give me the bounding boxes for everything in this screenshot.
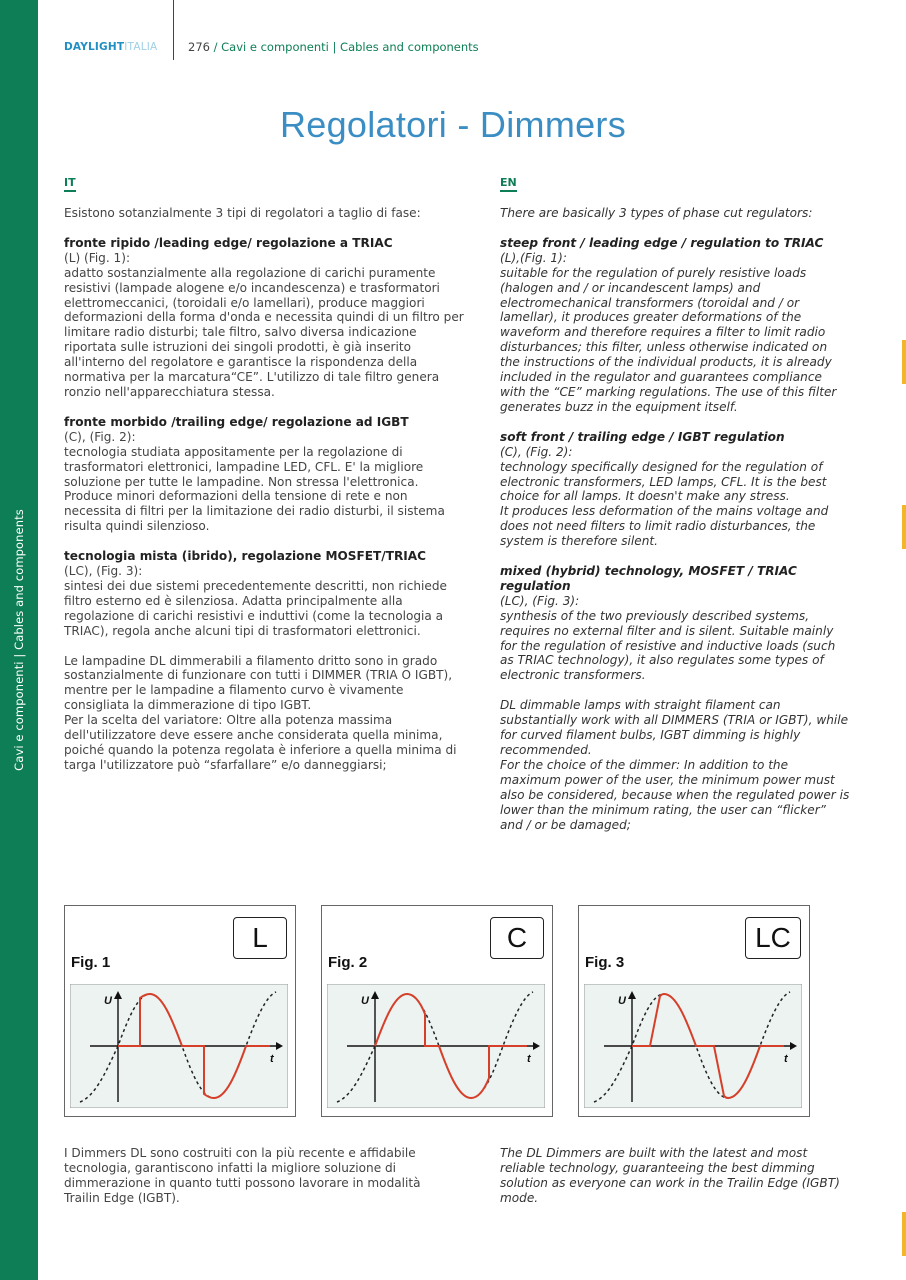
brand-part1: DAYLIGHT: [64, 41, 125, 53]
figure-3: [578, 905, 810, 1117]
section3-body-en: synthesis of the two previously described systems, requires no external filter and is silent. Suitable mainly for the regulation of resistive and inductive loads (such as TRIAC technology), it also regulates some types of electronic transformers.: [500, 608, 836, 683]
section3-heading-en: mixed (hybrid) technology, MOSFET / TRIAC regulation: [500, 564, 797, 593]
section2-body-en: technology specifically designed for the regulation of electronic transformers, LED lamps, CFL. It is the best choice for all lamps. It doesn't make any stress.: [500, 459, 827, 504]
lang-label-en: EN: [500, 177, 517, 192]
lang-label-it: IT: [64, 177, 76, 192]
figure-3-axis-u: U: [618, 995, 626, 1007]
figure-2: [321, 905, 553, 1117]
section3-heading-it: tecnologia mista (ibrido), regolazione MOSFET/TRIAC: [64, 549, 426, 564]
header-info: [188, 40, 479, 54]
section2-body-it: tecnologia studiata appositamente per la regolazione di trasformatori elettronici, lampadine LED, CFL. E' la migliore soluzione per tutte le lampadine. Non stressa l'elettronica. Produce minori deformazioni della tensione di rete e non necessita di filtri per la limitazione dei radio disturbi, il sistema risulta quindi silenzioso.: [64, 444, 445, 534]
english-column: [500, 206, 850, 832]
paragraph4-en: DL dimmable lamps with straight filament can substantially work with all DIMMERS (TRIA or IGBT), while for curved filament bulbs, IGBT dimming is highly recommended.: [500, 698, 849, 757]
section3-ref-en: (LC), (Fig. 3):: [500, 593, 580, 608]
figure-1-waveform: [70, 984, 288, 1108]
figure-3-waveform: [584, 984, 802, 1108]
figure-1-label: Fig. 1: [71, 954, 111, 971]
section3-body-it: sintesi dei due sistemi precedentemente descritti, non richiede filtro esterno ed è silenziosa. Adatta principalmente alla regolazione di carichi resistivi e induttivi (come la tecnologia a TRIAC), regola anche alcuni tipi di trasformatori elettronici.: [64, 578, 447, 638]
intro-it: Esistono sotanzialmente 3 tipi di regolatori a taglio di fase:: [64, 206, 421, 220]
paragraph4-it: Le lampadine DL dimmerabili a filamento dritto sono in grado sostanzialmente di funzionare con tutti i DIMMER (TRIA O IGBT), mentre per le lampadine a filamento curvo è vivamente consigliata la dimmerazione di tipo IGBT.: [64, 653, 453, 713]
section1-ref-it: (L) (Fig. 1):: [64, 250, 131, 265]
brand-logo: [64, 41, 157, 53]
edge-tab-3: [902, 1212, 906, 1256]
header-divider: [173, 0, 174, 60]
figure-1-code-box: L: [233, 917, 287, 959]
figure-1-axis-t: t: [270, 1053, 274, 1065]
section2-ref-it: (C), (Fig. 2):: [64, 429, 136, 444]
figure-3-label: Fig. 3: [585, 954, 625, 971]
section2-heading-it: fronte morbido /trailing edge/ regolazione ad IGBT: [64, 414, 409, 429]
figure-1-axis-u: U: [104, 995, 112, 1007]
sidebar-section-text: Cavi e componenti | Cables and components: [12, 509, 26, 771]
edge-tab-2: [902, 505, 906, 549]
sidebar-band: [0, 0, 38, 1280]
section1-heading-en: steep front / leading edge / regulation to TRIAC: [500, 235, 824, 250]
figure-2-code-box: C: [490, 917, 544, 959]
figure-2-waveform: [327, 984, 545, 1108]
page-number: 276: [188, 40, 210, 54]
brand-part2: ITALIA: [124, 41, 158, 53]
italian-column: [64, 206, 464, 773]
paragraph5-it: Per la scelta del variatore: Oltre alla potenza massima dell'utilizzatore deve essere anche considerata quella minima, poiché quando la potenza regolata è inferiore a quella minima di targa l'utilizzatore può “sfarfallare” e/o danneggiarsi;: [64, 713, 457, 772]
section-name: / Cavi e componenti | Cables and components: [213, 40, 479, 54]
figure-3-axis-t: t: [784, 1053, 788, 1065]
bottom-paragraph-it: I Dimmers DL sono costruiti con la più recente e affidabile tecnologia, garantiscono infatti la migliore soluzione di dimmerazione in quanto tutti possono lavorare in modalità Trailin Edge (IGBT).: [64, 1146, 421, 1205]
section1-body-en: suitable for the regulation of purely resistive loads (halogen and / or incandescent lamps) and electromechanical transformers (toroidal and / or lamellar), it produces greater deformations of the waveform and therefore requires a filter to limit radio disturbances; this filter, unless otherwise indicated on the instructions of the individual products, it is already included in the regulator and guarantees compliance with the “CE” marking regulations. The use of this filter generates buzz in the equipment itself.: [500, 265, 837, 414]
paragraph5-en: For the choice of the dimmer: In addition to the maximum power of the user, the minimum power must also be considered, because when the regulated power is lower than the minimum rating, the user can “flicker” and / or be damaged;: [500, 757, 850, 832]
intro-en: There are basically 3 types of phase cut regulators:: [500, 206, 813, 220]
edge-tab-1: [902, 340, 906, 384]
section2-heading-en: soft front / trailing edge / IGBT regulation: [500, 429, 785, 444]
section1-heading-it: fronte ripido /leading edge/ regolazione a TRIAC: [64, 235, 393, 250]
section3-ref-it: (LC), (Fig. 3):: [64, 564, 143, 579]
page-title: Regolatori - Dimmers: [279, 104, 627, 145]
section1-ref-en: (L),(Fig. 1):: [500, 250, 567, 265]
figure-1: [64, 905, 296, 1117]
section2-ref-en: (C), (Fig. 2):: [500, 444, 573, 459]
figure-2-axis-t: t: [527, 1053, 531, 1065]
section1-body-it: adatto sostanzialmente alla regolazione di carichi puramente resistivi (lampade alogene e/o incandescenza) e trasformatori elettromeccanici, (toroidali e/o lamellari), produce maggiori deformazioni della forma d'onda e necessita quindi di un filtro per limitare radio disturbi; tale filtro, salvo diversa indicazione riportata sulle istruzioni dei singoli prodotti, è già inserito all'interno del regolatore e garantisce la rispondenza della normativa per la marcatura“CE”. L'utilizzo di tale filtro genera ronzio nell'apparecchiatura stessa.: [64, 265, 464, 399]
figure-2-axis-u: U: [361, 995, 369, 1007]
bottom-paragraph-en: The DL Dimmers are built with the latest and most reliable technology, guaranteeing the best dimming solution as everyone can work in the Trailin Edge (IGBT) mode.: [500, 1146, 840, 1205]
section2-body2-en: It produces less deformation of the mains voltage and does not need filters to limit radio disturbances, the system is therefore silent.: [500, 504, 829, 549]
figure-2-label: Fig. 2: [328, 954, 368, 971]
figure-3-code-box: LC: [745, 917, 801, 959]
